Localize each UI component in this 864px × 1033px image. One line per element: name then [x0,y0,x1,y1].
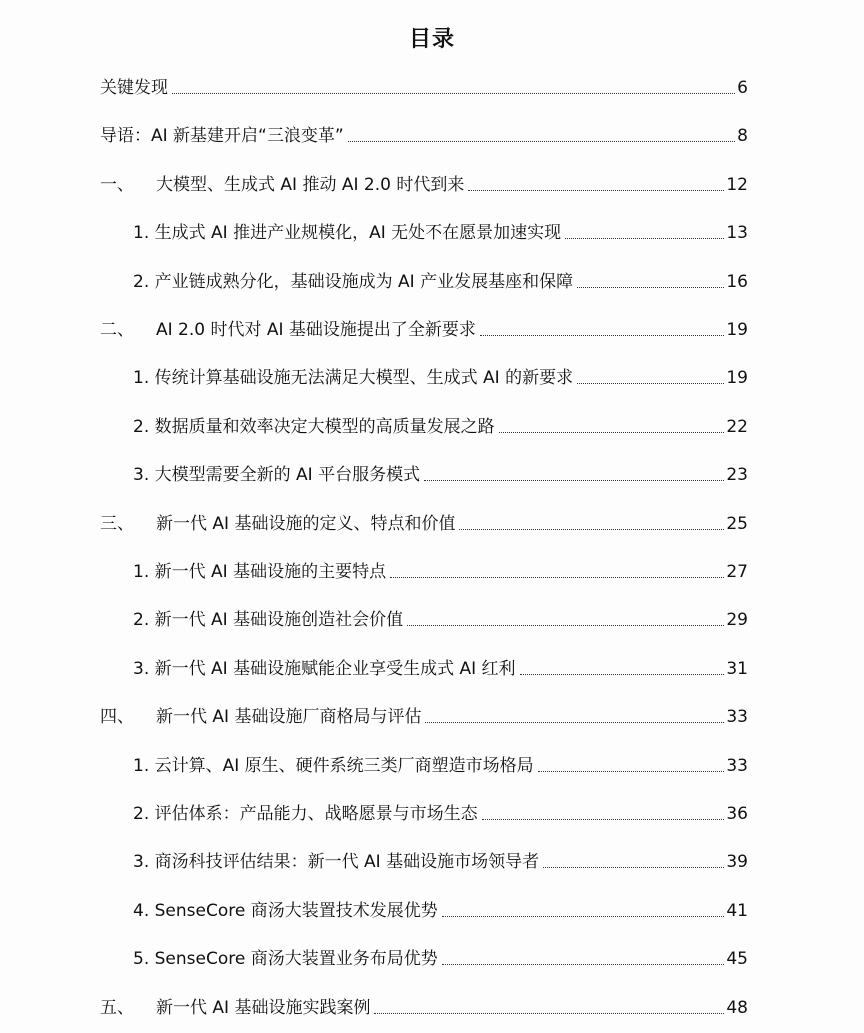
toc-dot-leader [407,625,724,626]
toc-entry-section[interactable] [100,170,748,196]
toc-page-number: 13 [726,223,748,244]
toc-entry-text: AI 2.0 时代对 AI 基础设施提出了全新要求 [156,320,476,340]
toc-entry-label [133,900,440,922]
toc-entry-label [133,755,536,777]
toc-page-number: 33 [726,755,748,776]
toc-dot-leader [482,819,725,820]
toc-entry-subsection[interactable] [133,799,748,825]
toc-entry-text: 1. 新一代 AI 基础设施的主要特点 [133,562,387,582]
toc-entry-label [133,561,388,583]
toc-dot-leader [565,238,724,239]
toc-page-number: 23 [726,465,748,486]
toc-entry-section[interactable] [100,73,748,99]
toc-page-number: 36 [726,804,748,824]
toc-entry-label [133,271,575,293]
toc-entry-subsection[interactable] [133,896,748,922]
toc-entry-text: 3. 大模型需要全新的 AI 平台服务模式 [133,465,421,486]
toc-entry-text: 大模型、生成式 AI 推动 AI 2.0 时代到来 [156,174,465,195]
toc-page-number: 16 [726,271,748,292]
toc-entry-subsection[interactable] [133,751,748,777]
toc-entry-text: 新一代 AI 基础设施实践案例 [156,997,371,1018]
toc-dot-leader [348,141,736,142]
toc-page-number: 8 [737,126,748,147]
toc-entry-text: 2. 产业链成熟分化，基础设施成为 AI 产业发展基座和保障 [133,271,574,292]
toc-entry-section[interactable] [100,702,748,728]
toc-dot-leader [538,771,725,772]
toc-entry-label [133,222,563,244]
toc-dot-leader [390,577,724,578]
toc-page-number: 33 [726,707,748,728]
toc-entry-subsection[interactable] [133,218,748,244]
toc-entry-text: 3. 新一代 AI 基础设施赋能企业享受生成式 AI 红利 [133,658,516,679]
toc-page-number: 27 [726,562,748,582]
toc-entry-section[interactable] [100,993,748,1019]
toc-entry-label [100,319,478,341]
toc-entry-label [100,997,372,1019]
toc-entry-text: 4. SenseCore 商汤大装置技术发展优势 [133,900,438,921]
toc-entry-label [133,803,480,825]
toc-dot-leader [543,867,724,868]
toc-section-number: 二、 [100,320,134,340]
toc-dot-leader [442,916,725,917]
toc-entry-section[interactable] [100,509,748,535]
toc-entry-subsection[interactable] [133,460,748,486]
toc-dot-leader [425,722,724,723]
toc-entry-label [133,464,422,486]
toc-page-number: 19 [726,368,748,389]
toc-entry-label [133,367,575,389]
toc-entry-label [133,416,497,438]
toc-entry-subsection[interactable] [133,363,748,389]
toc-entry-subsection[interactable] [133,847,748,873]
toc-entry-label [100,513,457,535]
toc-dot-leader [499,432,725,433]
toc-entry-text: 3. 商汤科技评估结果：新一代 AI 基础设施市场领导者 [133,852,540,873]
toc-page-number: 22 [726,416,748,437]
toc-entry-subsection[interactable] [133,557,748,583]
toc-entry-text: 1. 生成式 AI 推进产业规模化，AI 无处不在愿景加速实现 [133,223,562,244]
toc-section-number: 三、 [100,513,134,534]
toc-entry-text: 1. 传统计算基础设施无法满足大模型、生成式 AI 的新要求 [133,368,574,389]
toc-entry-text: 2. 新一代 AI 基础设施创造社会价值 [133,610,404,631]
toc-dot-leader [468,190,724,191]
toc-page-number: 31 [726,658,748,679]
toc-page-number: 19 [726,320,748,340]
toc-section-number: 五、 [100,997,134,1018]
toc-page-number: 39 [726,852,748,873]
toc-entry-subsection[interactable] [133,654,748,680]
toc-entry-label [133,658,518,680]
toc-entry-subsection[interactable] [133,267,748,293]
toc-entry-text: 2. 数据质量和效率决定大模型的高质量发展之路 [133,416,495,437]
toc-entry-subsection[interactable] [133,944,748,970]
toc-dot-leader [374,1013,724,1014]
toc-dot-leader [480,335,724,336]
toc-entry-subsection[interactable] [133,605,748,631]
toc-dot-leader [442,964,725,965]
toc-entry-label [133,609,405,631]
toc-entry-text: 2. 评估体系：产品能力、战略愿景与市场生态 [133,804,478,824]
toc-entry-label [100,706,423,728]
toc-entry-text: 导语：AI 新基建开启“三浪变革” [100,126,344,147]
toc-page-number: 12 [726,174,748,195]
toc-section-number: 四、 [100,707,134,728]
toc-entry-text: 关键发现 [100,78,168,98]
toc-entry-text: 1. 云计算、AI 原生、硬件系统三类厂商塑造市场格局 [133,755,534,776]
toc-entry-text: 5. SenseCore 商汤大装置业务布局优势 [133,949,438,970]
toc-entry-label [100,125,346,147]
toc-dot-leader [424,480,724,481]
toc-page-number: 48 [726,997,748,1018]
toc-section-number: 一、 [100,174,134,195]
toc-page-number: 41 [726,900,748,921]
toc-entry-section[interactable] [100,121,748,147]
toc-entry-label [133,948,440,970]
toc-page-number: 29 [726,610,748,631]
toc-dot-leader [520,674,725,675]
toc-dot-leader [577,383,724,384]
toc-entry-section[interactable] [100,315,748,341]
toc-entry-text: 新一代 AI 基础设施厂商格局与评估 [156,707,422,728]
toc-page-number: 25 [726,513,748,534]
toc-entry-label [100,77,170,99]
toc-entry-text: 新一代 AI 基础设施的定义、特点和价值 [156,513,456,534]
toc-entry-subsection[interactable] [133,412,748,438]
toc-page-number: 45 [726,949,748,970]
toc-entry-label [100,174,466,196]
toc-page-number: 6 [737,78,748,98]
toc-dot-leader [172,93,735,94]
toc-title: 目录 [408,27,455,52]
toc-entry-label [133,851,541,873]
toc-dot-leader [459,529,724,530]
toc-dot-leader [577,287,724,288]
